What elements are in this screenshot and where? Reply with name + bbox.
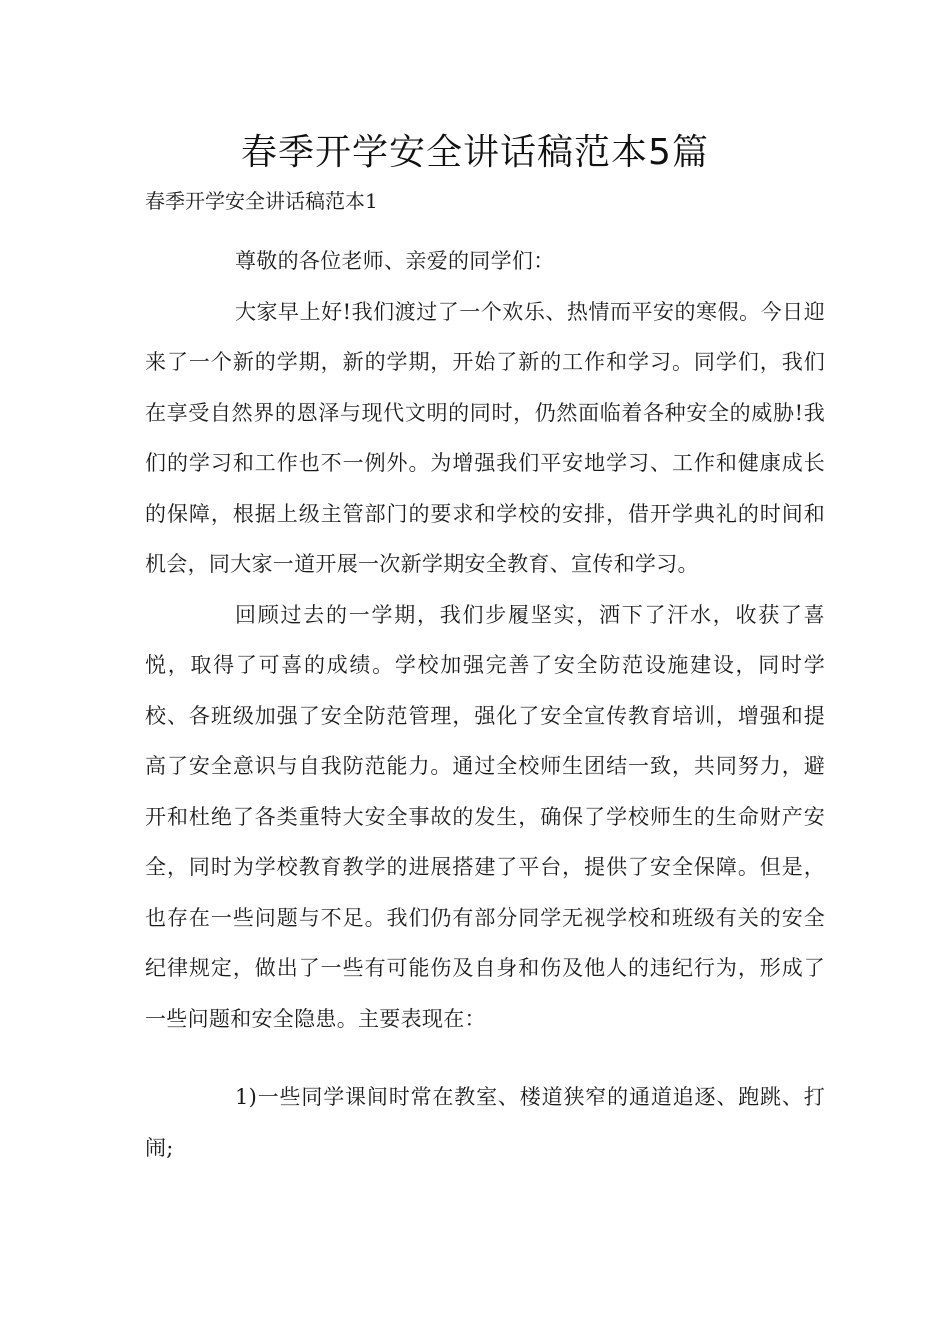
paragraph-spacer — [145, 1044, 825, 1072]
list-item-1-paragraph: 1)一些同学课间时常在教室、楼道狭窄的通道追逐、跑跳、打闹; — [145, 1085, 825, 1160]
salutation-paragraph: 尊敬的各位老师、亲爱的同学们： — [235, 249, 555, 273]
document-title: 春季开学安全讲话稿范本5篇 — [241, 132, 709, 173]
review-paragraph: 回顾过去的一学期，我们步履坚实，洒下了汗水，收获了喜悦，取得了可喜的成绩。学校加强完善了安全防范设施建设，同时学校、各班级加强了安全防范管理，强化了安全宣传教育培训，增强和提高了安全意识与自我防范能力。通过全校师生团结一致，共同努力，避开和杜绝了各类重特大安全事故的发生，确保了学校师生的生命财产安全，同时为学校教育教学的进展搭建了平台，提供了安全保障。但是，也存在一些问题与不足。我们仍有部分同学无视学校和班级有关的安全纪律规定，做出了一些有可能伤及自身和伤及他人的违纪行为，形成了一些问题和安全隐患。主要表现在： — [145, 602, 825, 1031]
greeting-paragraph: 大家早上好!我们渡过了一个欢乐、热情而平安的寒假。今日迎来了一个新的学期，新的学期，开始了新的工作和学习。同学们，我们在享受自然界的恩泽与现代文明的同时，仍然面临着各种安全的威胁!我们的学习和工作也不一例外。为增强我们平安地学习、工作和健康成长的保障，根据上级主管部门的要求和学校的安排，借开学典礼的时间和机会，同大家一道开展一次新学期安全教育、宣传和学习。 — [145, 299, 825, 576]
document-body — [145, 236, 825, 1173]
document-subtitle: 春季开学安全讲话稿范本1 — [145, 189, 378, 213]
